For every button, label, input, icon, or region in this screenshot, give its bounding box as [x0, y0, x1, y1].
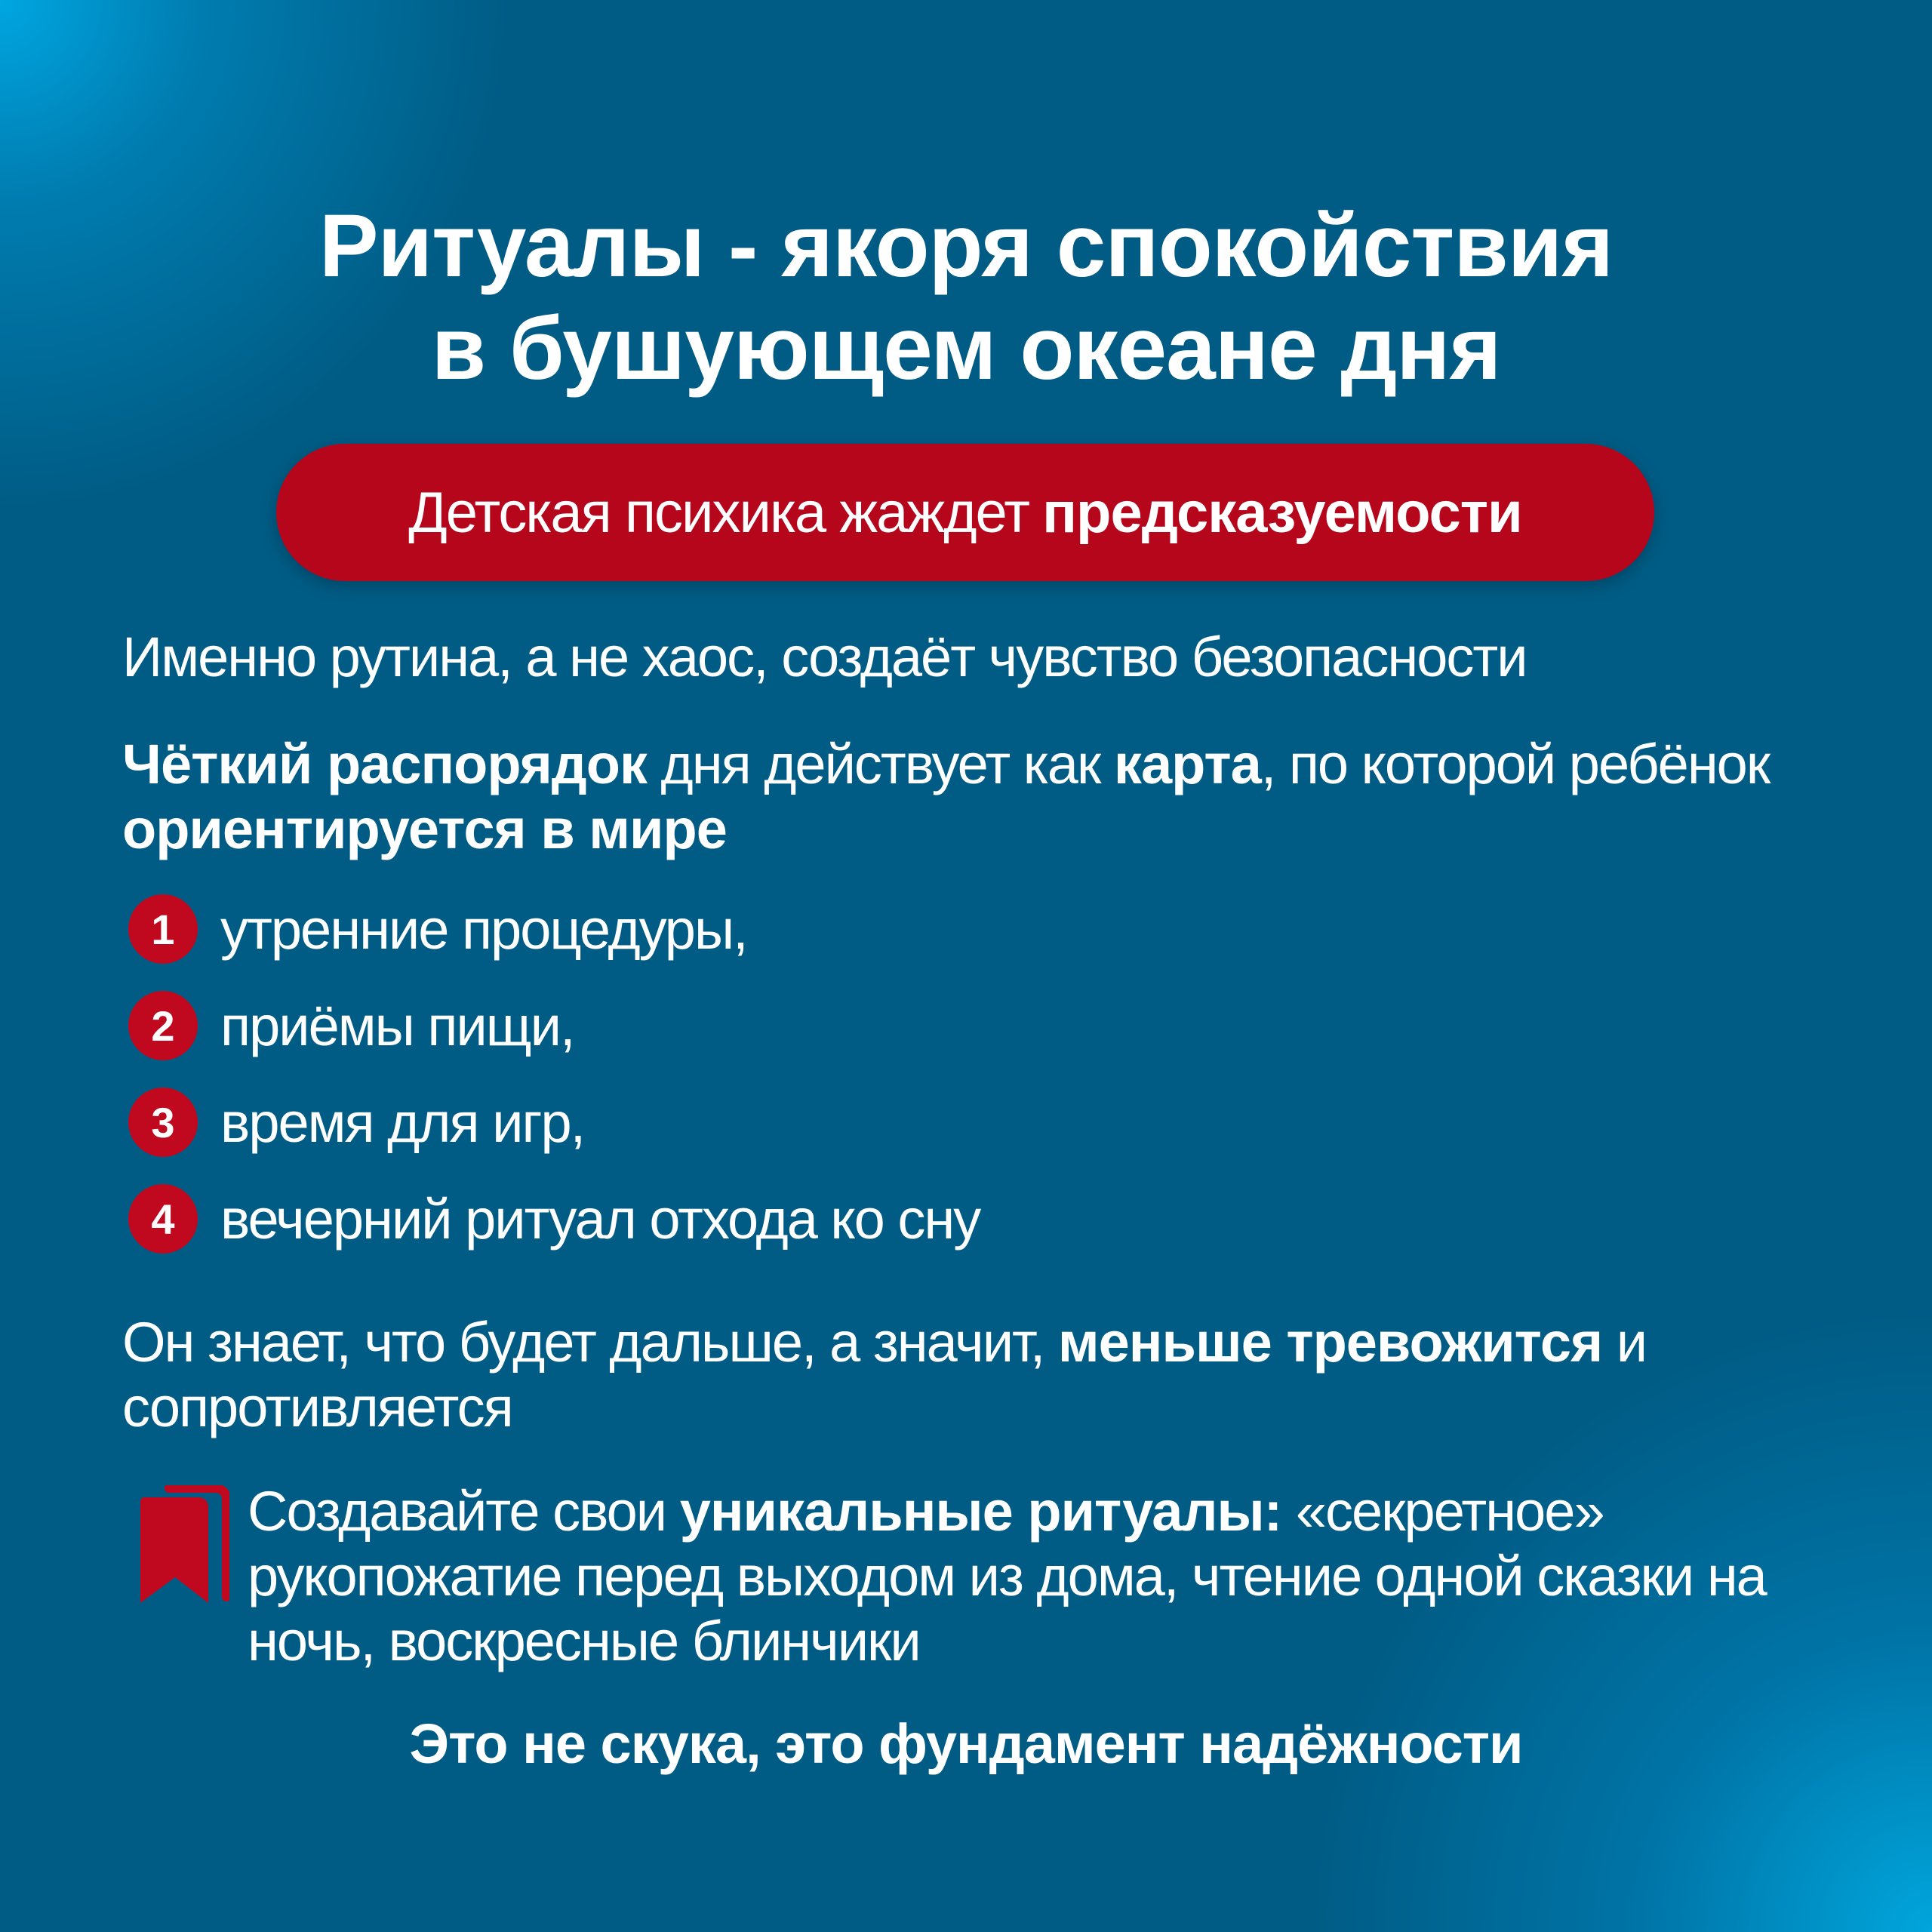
tip-bold: уникальные ритуалы:	[679, 1480, 1282, 1543]
list-item-text: вечерний ритуал отхода ко сну	[220, 1187, 980, 1251]
anxiety-text-1: Он знает, что будет дальше, а значит,	[122, 1311, 1058, 1374]
schedule-bold-1: Чёткий распорядок	[122, 733, 647, 795]
title-line-1: Ритуалы - якоря спокойствия	[318, 196, 1614, 296]
number-badge: 3	[128, 1088, 198, 1157]
paragraph-routine: Именно рутина, а не хаос, создаёт чувство безопасности	[122, 626, 1527, 688]
list-item-text: приёмы пищи,	[220, 994, 574, 1057]
title-line-2: в бушующем океане дня	[431, 299, 1501, 398]
paragraph-anxiety	[122, 1310, 1828, 1440]
list-item	[128, 1086, 584, 1158]
tip-text	[248, 1479, 1832, 1674]
number-badge: 2	[128, 991, 198, 1060]
bookmark-icon	[136, 1485, 229, 1606]
anxiety-text-2: и сопротивляется	[122, 1311, 1647, 1438]
number-badge: 4	[128, 1184, 198, 1254]
list-item	[128, 989, 574, 1062]
list-item	[128, 893, 747, 965]
page-title	[0, 195, 1932, 400]
paragraph-schedule	[122, 732, 1828, 862]
number-badge: 1	[128, 894, 198, 964]
highlight-banner	[276, 444, 1654, 581]
closing-statement: Это не скука, это фундамент надёжности	[409, 1712, 1523, 1775]
banner-bold-text: предсказуемости	[1042, 480, 1522, 545]
tip-text-1: Создавайте свои	[248, 1480, 680, 1543]
banner-text: Детская психика жаждет	[408, 480, 1029, 545]
anxiety-bold: меньше тревожится	[1057, 1311, 1603, 1374]
list-item-text: время для игр,	[220, 1091, 585, 1154]
list-item	[128, 1183, 980, 1255]
schedule-text-2: , по которой ребёнок	[1260, 733, 1770, 795]
schedule-bold-2: карта	[1113, 733, 1261, 795]
schedule-text-1: дня действует как	[647, 733, 1114, 795]
list-item-text: утренние процедуры,	[220, 897, 747, 961]
tip-text-2: «секретное» рукопожатие перед выходом из дома, чтение одной сказки на ночь, воскресные блинчики	[248, 1480, 1766, 1672]
schedule-bold-3: ориентируется в мире	[122, 798, 727, 860]
